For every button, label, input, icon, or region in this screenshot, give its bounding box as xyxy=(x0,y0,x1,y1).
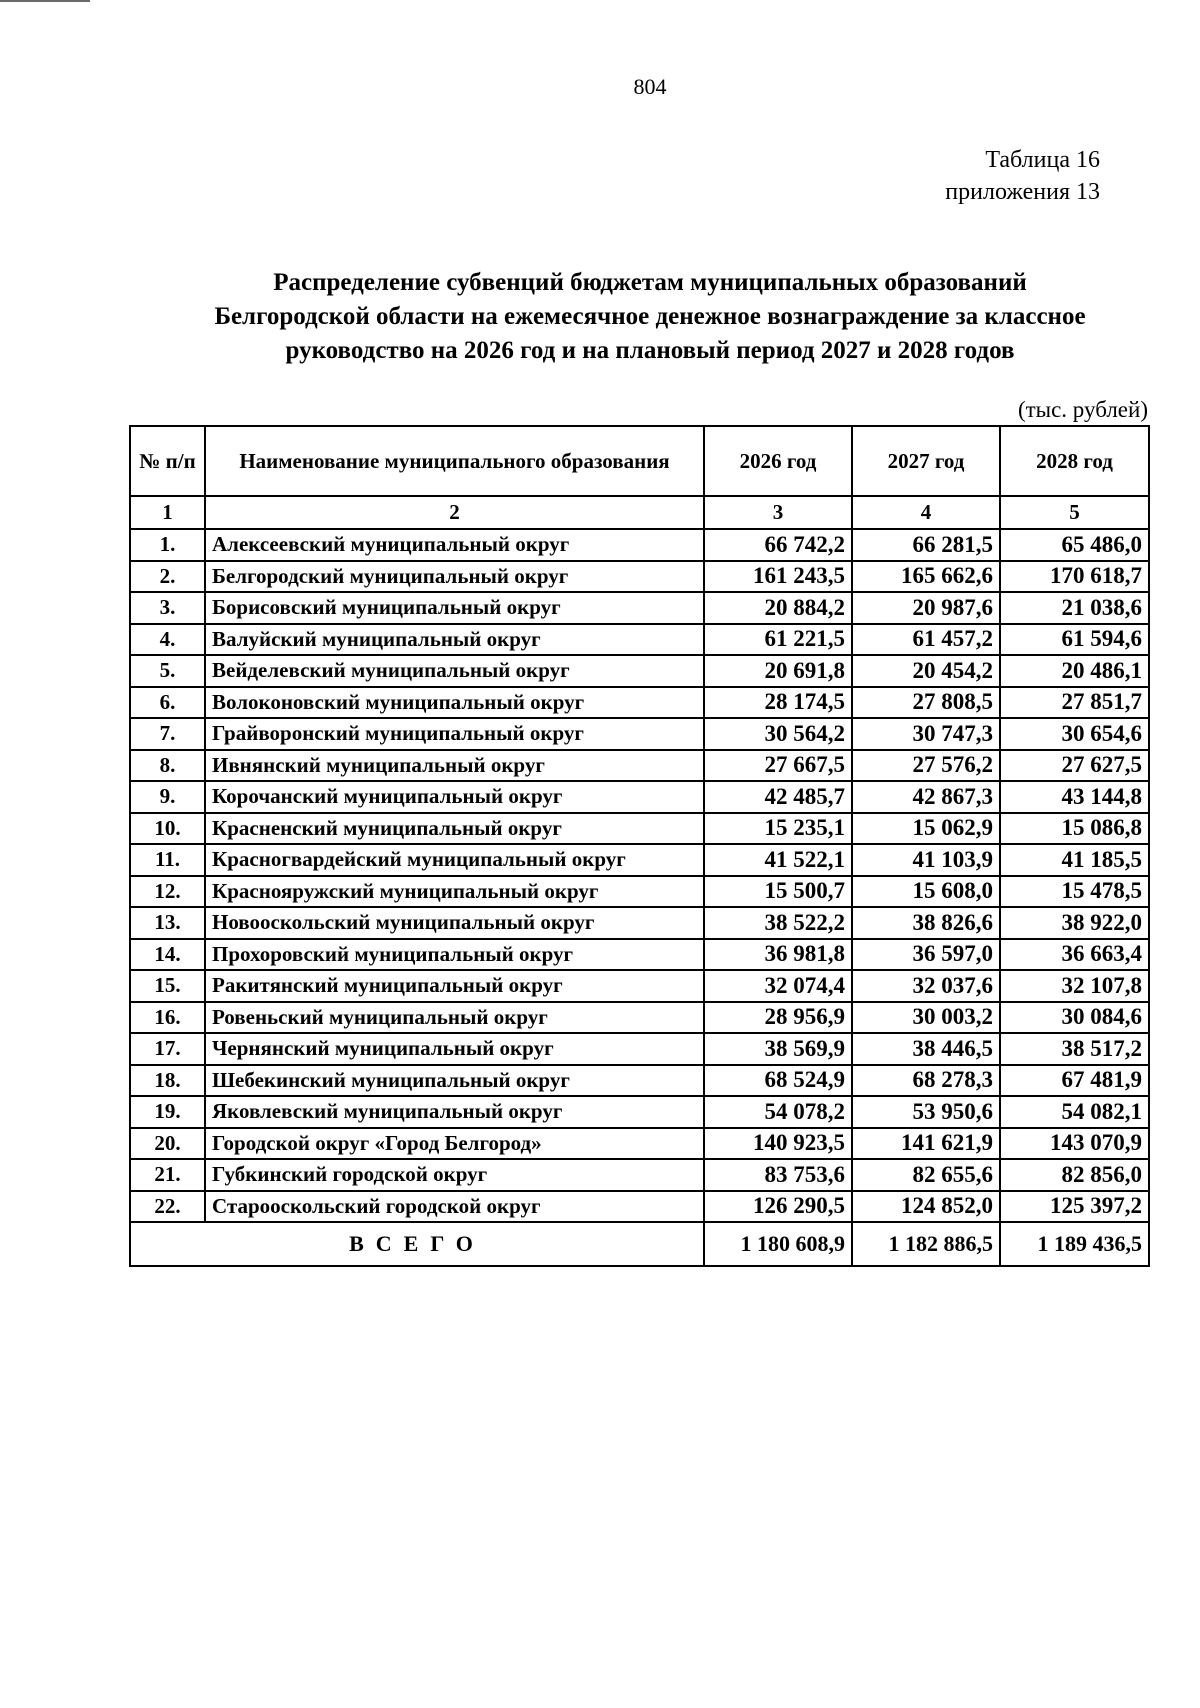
municipality-name: Волоконовский муниципальный округ xyxy=(205,687,704,719)
table-row xyxy=(130,1065,1149,1097)
value-2027: 38 826,6 xyxy=(852,907,1000,939)
row-number: 6. xyxy=(130,687,205,719)
table-caption-line1: Таблица 16 xyxy=(985,147,1100,173)
row-number: 16. xyxy=(130,1002,205,1034)
value-2027: 61 457,2 xyxy=(852,624,1000,656)
row-number: 21. xyxy=(130,1159,205,1191)
table-row xyxy=(130,561,1149,593)
value-2027: 15 062,9 xyxy=(852,813,1000,845)
document-title xyxy=(60,266,1200,368)
value-2027: 141 621,9 xyxy=(852,1128,1000,1160)
value-2026: 32 074,4 xyxy=(704,970,852,1002)
row-number: 4. xyxy=(130,624,205,656)
value-2028: 21 038,6 xyxy=(1000,592,1149,624)
document-title-line3: руководство на 2026 год и на плановый период 2027 и 2028 годов xyxy=(285,337,1015,364)
page-number: 804 xyxy=(633,74,667,99)
column-number: 5 xyxy=(1000,496,1149,529)
header-2028: 2028 год xyxy=(1000,426,1149,496)
municipality-name: Губкинский городской округ xyxy=(205,1159,704,1191)
municipality-name: Новооскольский муниципальный округ xyxy=(205,907,704,939)
table-row xyxy=(130,718,1149,750)
value-2026: 61 221,5 xyxy=(704,624,852,656)
value-2028: 30 084,6 xyxy=(1000,1002,1149,1034)
municipality-name: Городской округ «Город Белгород» xyxy=(205,1128,704,1160)
row-number: 12. xyxy=(130,876,205,908)
value-2026: 126 290,5 xyxy=(704,1191,852,1223)
value-2027: 165 662,6 xyxy=(852,561,1000,593)
table-row xyxy=(130,813,1149,845)
value-2027: 30 747,3 xyxy=(852,718,1000,750)
value-2028: 32 107,8 xyxy=(1000,970,1149,1002)
value-2026: 20 884,2 xyxy=(704,592,852,624)
municipality-name: Борисовский муниципальный округ xyxy=(205,592,704,624)
value-2028: 82 856,0 xyxy=(1000,1159,1149,1191)
total-2028: 1 189 436,5 xyxy=(1000,1222,1149,1266)
column-number: 4 xyxy=(852,496,1000,529)
municipality-name: Белгородский муниципальный округ xyxy=(205,561,704,593)
row-number: 3. xyxy=(130,592,205,624)
column-number-row xyxy=(130,496,1149,529)
value-2026: 42 485,7 xyxy=(704,781,852,813)
row-number: 14. xyxy=(130,939,205,971)
municipality-name: Яковлевский муниципальный округ xyxy=(205,1096,704,1128)
value-2027: 53 950,6 xyxy=(852,1096,1000,1128)
column-number: 1 xyxy=(130,496,205,529)
table-row xyxy=(130,529,1149,561)
value-2028: 38 922,0 xyxy=(1000,907,1149,939)
document-title-line2: Белгородской области на ежемесячное денежное вознаграждение за классное xyxy=(214,303,1086,330)
municipality-name: Красненский муниципальный округ xyxy=(205,813,704,845)
value-2026: 83 753,6 xyxy=(704,1159,852,1191)
value-2027: 41 103,9 xyxy=(852,844,1000,876)
value-2026: 28 956,9 xyxy=(704,1002,852,1034)
table-row xyxy=(130,876,1149,908)
row-number: 18. xyxy=(130,1065,205,1097)
header-2027: 2027 год xyxy=(852,426,1000,496)
value-2026: 161 243,5 xyxy=(704,561,852,593)
table-row xyxy=(130,970,1149,1002)
value-2028: 30 654,6 xyxy=(1000,718,1149,750)
table-row xyxy=(130,844,1149,876)
municipality-name: Красногвардейский муниципальный округ xyxy=(205,844,704,876)
value-2027: 66 281,5 xyxy=(852,529,1000,561)
column-number: 3 xyxy=(704,496,852,529)
value-2028: 41 185,5 xyxy=(1000,844,1149,876)
value-2026: 36 981,8 xyxy=(704,939,852,971)
table-caption xyxy=(945,144,1100,208)
municipality-name: Старооскольский городской округ xyxy=(205,1191,704,1223)
value-2026: 20 691,8 xyxy=(704,655,852,687)
municipality-name: Грайворонский муниципальный округ xyxy=(205,718,704,750)
value-2026: 68 524,9 xyxy=(704,1065,852,1097)
total-label: ВСЕГО xyxy=(130,1222,704,1266)
value-2026: 28 174,5 xyxy=(704,687,852,719)
value-2027: 20 454,2 xyxy=(852,655,1000,687)
subsidy-table xyxy=(129,425,1150,1267)
value-2026: 38 569,9 xyxy=(704,1033,852,1065)
table-header-row xyxy=(130,426,1149,496)
value-2027: 38 446,5 xyxy=(852,1033,1000,1065)
value-2026: 54 078,2 xyxy=(704,1096,852,1128)
value-2028: 67 481,9 xyxy=(1000,1065,1149,1097)
value-2026: 30 564,2 xyxy=(704,718,852,750)
header-name: Наименование муниципального образования xyxy=(205,426,704,496)
table-row xyxy=(130,907,1149,939)
municipality-name: Ивнянский муниципальный округ xyxy=(205,750,704,782)
value-2027: 30 003,2 xyxy=(852,1002,1000,1034)
value-2028: 54 082,1 xyxy=(1000,1096,1149,1128)
value-2027: 27 576,2 xyxy=(852,750,1000,782)
value-2026: 140 923,5 xyxy=(704,1128,852,1160)
value-2028: 15 478,5 xyxy=(1000,876,1149,908)
value-2026: 15 500,7 xyxy=(704,876,852,908)
value-2028: 61 594,6 xyxy=(1000,624,1149,656)
value-2028: 27 627,5 xyxy=(1000,750,1149,782)
value-2027: 82 655,6 xyxy=(852,1159,1000,1191)
municipality-name: Ровеньский муниципальный округ xyxy=(205,1002,704,1034)
header-num: № п/п xyxy=(130,426,205,496)
value-2027: 20 987,6 xyxy=(852,592,1000,624)
value-2027: 124 852,0 xyxy=(852,1191,1000,1223)
row-number: 20. xyxy=(130,1128,205,1160)
row-number: 7. xyxy=(130,718,205,750)
row-number: 13. xyxy=(130,907,205,939)
municipality-name: Алексеевский муниципальный округ xyxy=(205,529,704,561)
table-row xyxy=(130,1033,1149,1065)
table-row xyxy=(130,655,1149,687)
row-number: 1. xyxy=(130,529,205,561)
value-2028: 20 486,1 xyxy=(1000,655,1149,687)
table-row xyxy=(130,1002,1149,1034)
total-2027: 1 182 886,5 xyxy=(852,1222,1000,1266)
value-2026: 27 667,5 xyxy=(704,750,852,782)
municipality-name: Корочанский муниципальный округ xyxy=(205,781,704,813)
value-2027: 32 037,6 xyxy=(852,970,1000,1002)
total-row xyxy=(130,1222,1149,1266)
table-row xyxy=(130,939,1149,971)
table-row xyxy=(130,687,1149,719)
row-number: 2. xyxy=(130,561,205,593)
municipality-name: Вейделевский муниципальный округ xyxy=(205,655,704,687)
document-title-line1: Распределение субвенций бюджетам муниципальных образований xyxy=(273,269,1027,296)
row-number: 10. xyxy=(130,813,205,845)
value-2028: 125 397,2 xyxy=(1000,1191,1149,1223)
table-row xyxy=(130,592,1149,624)
row-number: 17. xyxy=(130,1033,205,1065)
value-2028: 36 663,4 xyxy=(1000,939,1149,971)
value-2028: 27 851,7 xyxy=(1000,687,1149,719)
row-number: 19. xyxy=(130,1096,205,1128)
value-2028: 65 486,0 xyxy=(1000,529,1149,561)
column-number: 2 xyxy=(205,496,704,529)
table-row xyxy=(130,781,1149,813)
table-row xyxy=(130,750,1149,782)
value-2026: 66 742,2 xyxy=(704,529,852,561)
table-row xyxy=(130,1159,1149,1191)
row-number: 22. xyxy=(130,1191,205,1223)
value-2027: 42 867,3 xyxy=(852,781,1000,813)
row-number: 5. xyxy=(130,655,205,687)
value-2026: 41 522,1 xyxy=(704,844,852,876)
table-row xyxy=(130,1096,1149,1128)
municipality-name: Шебекинский муниципальный округ xyxy=(205,1065,704,1097)
value-2026: 38 522,2 xyxy=(704,907,852,939)
table-caption-line2: приложения 13 xyxy=(945,179,1100,205)
municipality-name: Ракитянский муниципальный округ xyxy=(205,970,704,1002)
municipality-name: Валуйский муниципальный округ xyxy=(205,624,704,656)
municipality-name: Краснояружский муниципальный округ xyxy=(205,876,704,908)
units-label: (тыс. рублей) xyxy=(1017,397,1148,422)
total-2026: 1 180 608,9 xyxy=(704,1222,852,1266)
value-2028: 43 144,8 xyxy=(1000,781,1149,813)
value-2028: 143 070,9 xyxy=(1000,1128,1149,1160)
value-2027: 27 808,5 xyxy=(852,687,1000,719)
value-2027: 68 278,3 xyxy=(852,1065,1000,1097)
value-2028: 38 517,2 xyxy=(1000,1033,1149,1065)
table-row xyxy=(130,1191,1149,1223)
row-number: 9. xyxy=(130,781,205,813)
scan-edge-line xyxy=(0,0,90,2)
value-2028: 15 086,8 xyxy=(1000,813,1149,845)
table-row xyxy=(130,1128,1149,1160)
value-2026: 15 235,1 xyxy=(704,813,852,845)
value-2028: 170 618,7 xyxy=(1000,561,1149,593)
municipality-name: Чернянский муниципальный округ xyxy=(205,1033,704,1065)
table-row xyxy=(130,624,1149,656)
header-2026: 2026 год xyxy=(704,426,852,496)
row-number: 8. xyxy=(130,750,205,782)
municipality-name: Прохоровский муниципальный округ xyxy=(205,939,704,971)
row-number: 11. xyxy=(130,844,205,876)
row-number: 15. xyxy=(130,970,205,1002)
value-2027: 36 597,0 xyxy=(852,939,1000,971)
value-2027: 15 608,0 xyxy=(852,876,1000,908)
